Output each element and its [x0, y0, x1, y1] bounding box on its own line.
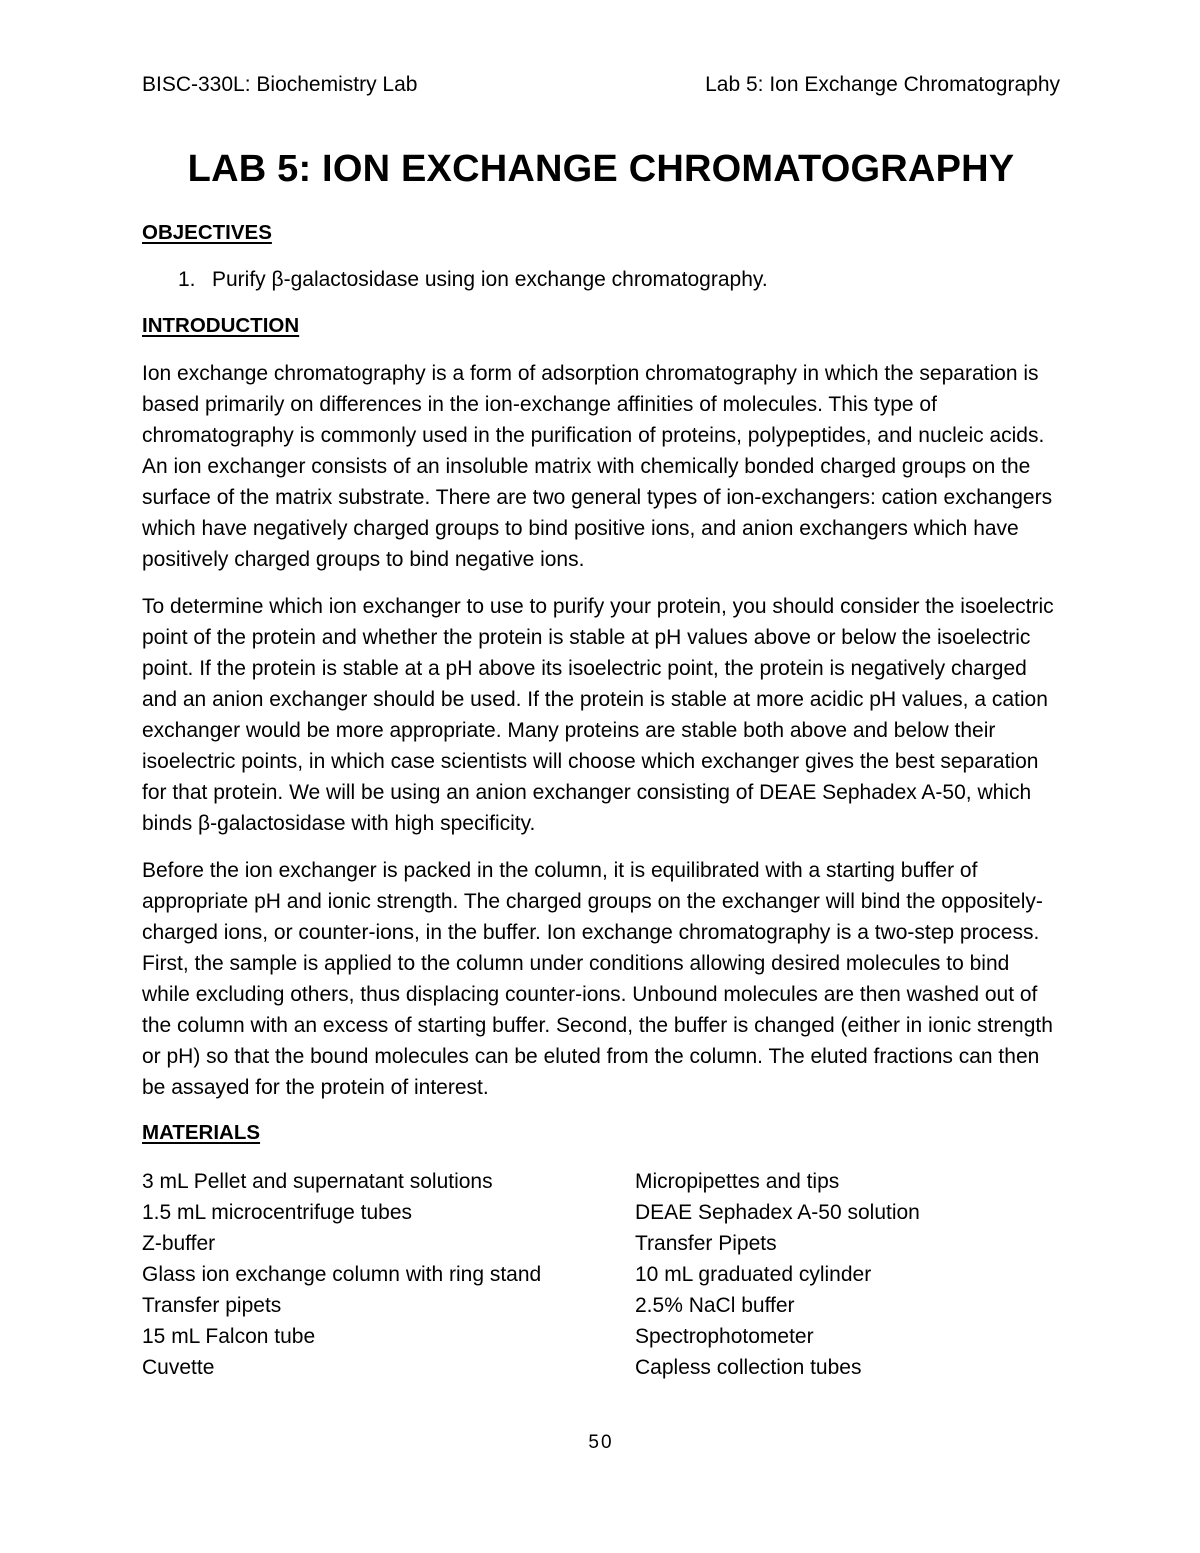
materials-heading: MATERIALS	[142, 1121, 261, 1144]
list-item: 1.5 mL microcentrifuge tubes	[142, 1201, 413, 1224]
list-item: Capless collection tubes	[635, 1356, 862, 1379]
objectives-heading: OBJECTIVES	[142, 221, 272, 244]
page-number: 50	[588, 1432, 614, 1453]
objective-text: Purify β-galactosidase using ion exchange chromatography.	[212, 268, 768, 291]
paragraph-text: Before the ion exchanger is packed in the column, it is equilibrated with a starting buffer of appropriate pH and ionic strength. The charged groups on the exchanger will bind the oppositely-charged ions, or counter-ions, in the buffer. Ion exchange chromatography is a two-step process. First, the sample is applied to the column under conditions allowing desired molecules to bind while excluding others, thus displacing counter-ions. Unbound molecules are then washed out of the column with an excess of starting buffer. Second, the buffer is changed (either in ionic strength or pH) so that the bound molecules can be eluted from the column. The eluted fractions can then be assayed for the protein of interest.	[142, 859, 1053, 1099]
paragraph-text: Ion exchange chromatography is a form of adsorption chromatography in which the separation is based primarily on differences in the ion-exchange affinities of molecules. This type of chromatography is commonly used in the purification of proteins, polypeptides, and nucleic acids. An ion exchanger consists of an insoluble matrix with chemically bonded charged groups on the surface of the matrix substrate. There are two general types of ion-exchangers: cation exchangers which have negatively charged groups to bind positive ions, and anion exchangers which have positively charged groups to bind negative ions.	[142, 362, 1053, 571]
intro-paragraph-2	[142, 591, 1060, 839]
page-title: LAB 5: ION EXCHANGE CHROMATOGRAPHY	[187, 148, 1015, 190]
list-item: 15 mL Falcon tube	[142, 1325, 316, 1348]
list-item: Transfer pipets	[142, 1294, 282, 1317]
introduction-heading: INTRODUCTION	[142, 314, 300, 337]
materials-column-left	[142, 1166, 635, 1383]
running-header	[142, 73, 1060, 97]
list-item: 3 mL Pellet and supernatant solutions	[142, 1170, 493, 1193]
list-item: Z-buffer	[142, 1232, 216, 1255]
document-page	[142, 0, 1060, 1553]
list-item: DEAE Sephadex A-50 solution	[635, 1201, 920, 1224]
materials-column-right	[635, 1166, 1060, 1383]
list-item: Spectrophotometer	[635, 1325, 814, 1348]
header-course: BISC-330L: Biochemistry Lab	[142, 73, 418, 96]
list-item: 10 mL graduated cylinder	[635, 1263, 872, 1286]
objective-item	[178, 268, 768, 292]
materials-list	[142, 1166, 1060, 1383]
list-item: Transfer Pipets	[635, 1232, 777, 1255]
header-lab-title: Lab 5: Ion Exchange Chromatography	[705, 73, 1060, 96]
objectives-list	[178, 268, 768, 292]
intro-paragraph-1	[142, 358, 1060, 575]
intro-paragraph-3	[142, 855, 1060, 1103]
objective-number: 1.	[178, 268, 196, 291]
list-item: Glass ion exchange column with ring stand	[142, 1263, 542, 1286]
paragraph-text: To determine which ion exchanger to use to purify your protein, you should consider the isoelectric point of the protein and whether the protein is stable at pH values above or below the isoelectric point. If the protein is stable at a pH above its isoelectric point, the protein is negatively charged and an anion exchanger should be used. If the protein is stable at more acidic pH values, a cation exchanger would be more appropriate. Many proteins are stable both above and below their isoelectric points, in which case scientists will choose which exchanger gives the best separation for that protein. We will be using an anion exchanger consisting of DEAE Sephadex A-50, which binds β-galactosidase with high specificity.	[142, 595, 1054, 835]
list-item: 2.5% NaCl buffer	[635, 1294, 795, 1317]
list-item: Cuvette	[142, 1356, 215, 1379]
list-item: Micropipettes and tips	[635, 1170, 840, 1193]
